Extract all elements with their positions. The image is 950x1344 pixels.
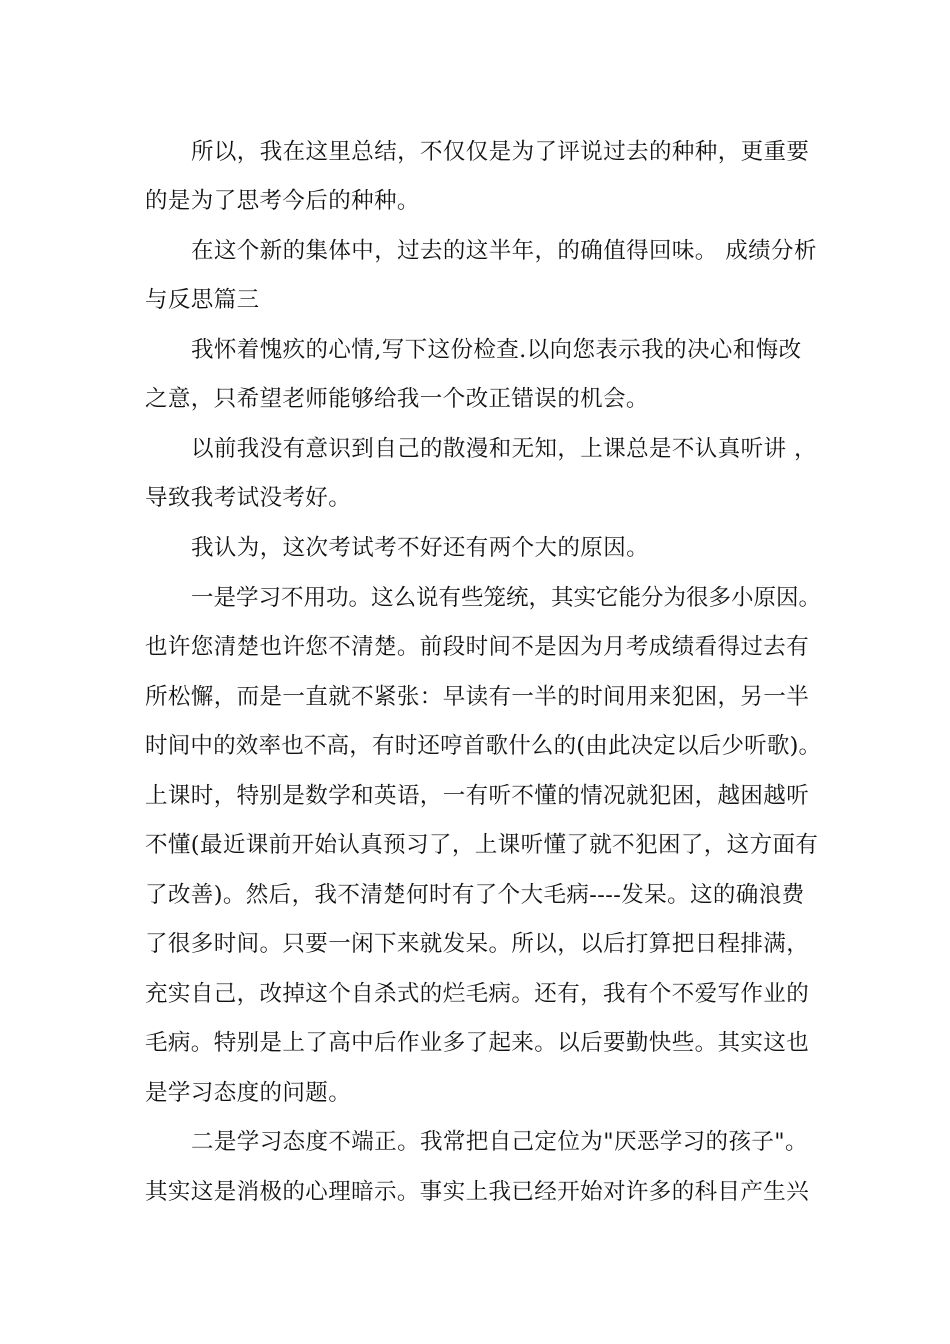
paragraph-line: 毛病。特别是上了高中后作业多了起来。以后要勤快些。其实这也 (145, 1030, 810, 1056)
paragraph-line: 其实这是消极的心理暗示。事实上我已经开始对许多的科目产生兴 (145, 1179, 810, 1205)
paragraph-line: 所以，我在这里总结，不仅仅是为了评说过去的种种，更重要 (191, 139, 810, 165)
paragraph-line: 二是学习态度不端正。我常把自己定位为"厌恶学习的孩子"。 (191, 1129, 808, 1155)
paragraph-line: 我认为，这次考试考不好还有两个大的原因。 (191, 535, 650, 561)
paragraph-line: 是学习态度的问题。 (145, 1080, 352, 1106)
paragraph-line: 充实自己，改掉这个自杀式的烂毛病。还有，我有个不爱写作业的 (145, 981, 810, 1007)
paragraph-line: 在这个新的集体中，过去的这半年，的确值得回味。 成绩分析 (191, 238, 817, 264)
paragraph-line: 之意，只希望老师能够给我一个改正错误的机会。 (145, 386, 649, 412)
paragraph-line: 了很多时间。只要一闲下来就发呆。所以，以后打算把日程排满， (145, 931, 810, 957)
paragraph-line: 与反思篇三 (145, 287, 260, 313)
paragraph-line: 我怀着愧疚的心情,写下这份检查.以向您表示我的决心和悔改 (191, 337, 802, 363)
paragraph-line: 也许您清楚也许您不清楚。前段时间不是因为月考成绩看得过去有 (145, 634, 810, 660)
paragraph-line: 的是为了思考今后的种种。 (145, 188, 420, 214)
paragraph-line: 时间中的效率也不高，有时还哼首歌什么的(由此决定以后少听歌)。 (145, 733, 822, 759)
paragraph-line: 了改善)。然后，我不清楚何时有了个大毛病----发呆。这的确浪费 (145, 882, 805, 908)
paragraph-line: 一是学习不用功。这么说有些笼统，其实它能分为很多小原因。 (191, 585, 822, 611)
paragraph-line: 所松懈，而是一直就不紧张：早读有一半的时间用来犯困，另一半 (145, 684, 810, 710)
paragraph-line: 以前我没有意识到自己的散漫和无知，上课总是不认真听讲 ， (191, 436, 817, 462)
paragraph-line: 上课时，特别是数学和英语，一有听不懂的情况就犯困，越困越听 (145, 783, 810, 809)
paragraph-line: 不懂(最近课前开始认真预习了，上课听懂了就不犯困了，这方面有 (145, 832, 819, 858)
paragraph-line: 导致我考试没考好。 (145, 485, 352, 511)
